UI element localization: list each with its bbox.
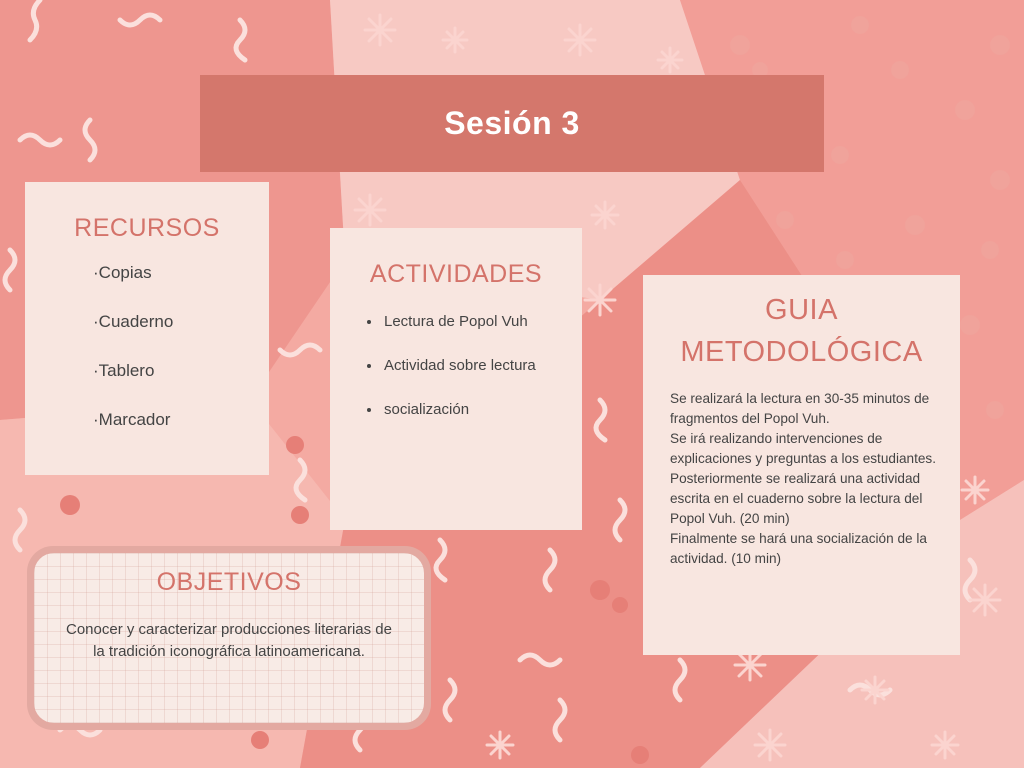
guia-heading: GUIA METODOLÓGICA xyxy=(680,294,923,368)
actividades-list xyxy=(330,311,582,420)
recursos-item: ·Cuaderno xyxy=(93,312,174,331)
objetivos-heading: OBJETIVOS xyxy=(156,568,302,596)
session-title: Sesión 3 xyxy=(200,75,824,172)
recursos-heading: RECURSOS xyxy=(74,214,220,242)
actividades-item: • socialización xyxy=(382,399,582,420)
actividades-panel xyxy=(330,228,582,530)
recursos-item: ·Copias xyxy=(93,263,152,282)
guia-paragraph: Se irá realizando intervenciones de explicaciones y preguntas a los estudiantes. xyxy=(670,431,936,466)
actividades-heading: ACTIVIDADES xyxy=(369,260,543,288)
guia-paragraph: Finalmente se hará una socialización de la actividad. (10 min) xyxy=(670,531,927,566)
actividades-item: • Lectura de Popol Vuh xyxy=(382,311,582,332)
recursos-item: ·Tablero xyxy=(93,361,155,380)
objetivos-text: Conocer y caracterizar producciones literarias de la tradición iconográfica latinoamericana. xyxy=(66,621,392,660)
objetivos-panel xyxy=(34,553,424,723)
guia-body xyxy=(670,389,946,569)
guia-paragraph: Posteriormente se realizará una actividad escrita en el cuaderno sobre la lectura del Popol Vuh. (20 min) xyxy=(670,471,923,526)
guia-paragraph: Se realizará la lectura en 30-35 minutos de fragmentos del Popol Vuh. xyxy=(670,391,930,426)
actividades-item: • Actividad sobre lectura xyxy=(382,355,582,376)
recursos-list xyxy=(25,261,269,457)
guia-panel xyxy=(643,275,960,655)
recursos-panel xyxy=(25,182,269,475)
recursos-item: ·Marcador xyxy=(93,410,171,429)
